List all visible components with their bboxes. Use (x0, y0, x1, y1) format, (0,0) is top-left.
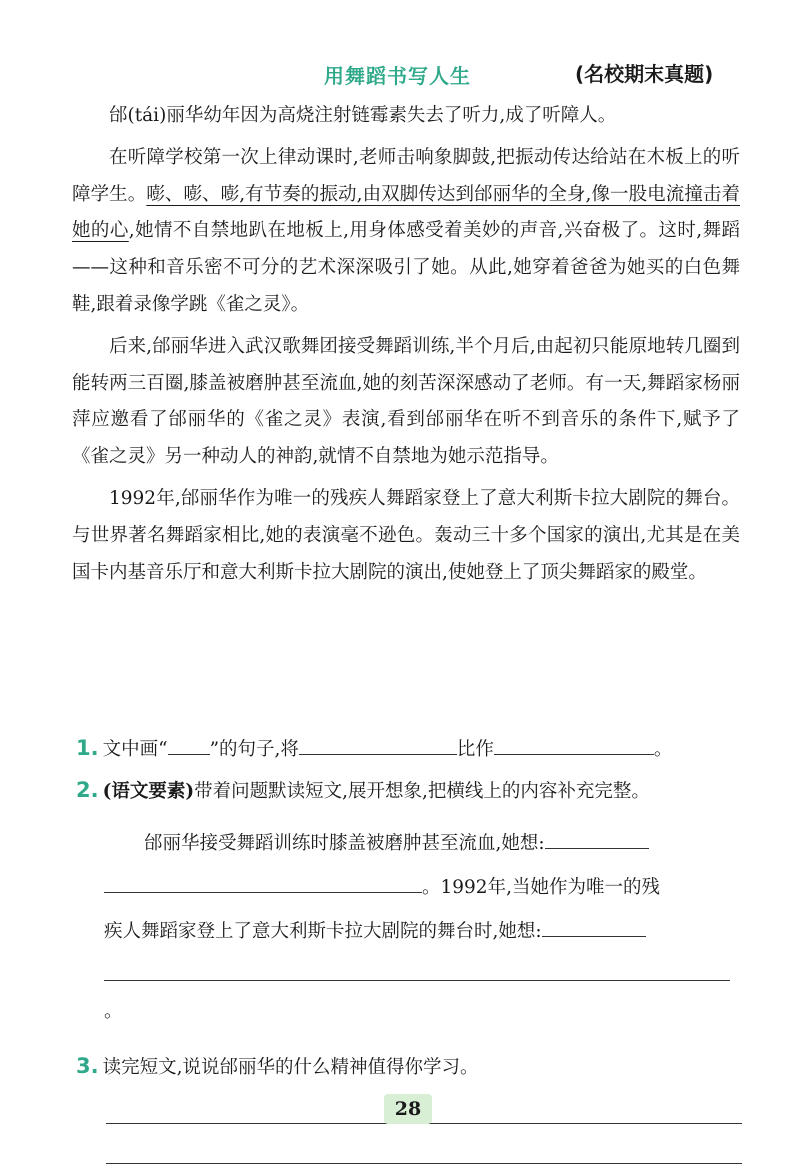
question-1-blank-c[interactable] (494, 732, 654, 755)
question-1-text-b: ”的句子,将 (209, 739, 299, 760)
question-1 (76, 730, 748, 768)
paragraph-4: 1992年,邰丽华作为唯一的残疾人舞蹈家登上了意大利斯卡拉大剧院的舞台。与世界著名舞蹈家相比,她的表演毫不逊色。轰动三十多个国家的演出,尤其是在美国卡内基音乐厅和意大利斯卡拉大剧院的演出,使她登上了顶尖舞蹈家的殿堂。 (72, 487, 740, 583)
question-2-text: 带着问题默读短文,展开想象,把横线上的内容补充完整。 (194, 781, 650, 802)
question-2-blank-2a[interactable] (542, 914, 646, 937)
paragraph-2 (72, 140, 740, 324)
underlined-sentence: 嘭、嘭、嘭,有节奏的振动,由双脚传达到邰丽华的全身,像一股电流撞击着她的心 (72, 183, 740, 242)
question-2-line-3 (76, 914, 748, 950)
page-number: 28 (384, 1094, 432, 1124)
question-1-text-d: 。 (653, 739, 673, 760)
page-header (0, 56, 800, 96)
question-2-line-1-text: 邰丽华接受舞蹈训练时膝盖被磨肿甚至流血,她想: (144, 833, 545, 854)
paragraph-2-text-b: ,她情不自禁地趴在地板上,用身体感受着美妙的声音,兴奋极了。这时,舞蹈——这种和音乐密不可分的艺术深深吸引了她。从此,她穿着爸爸为她买的白色舞鞋,跟着录像学跳《雀之灵》。 (72, 220, 740, 315)
question-3-number: 3. (76, 1054, 99, 1078)
question-1-blank-b[interactable] (299, 732, 457, 755)
source-tag: (名校期末真题) (575, 62, 714, 86)
question-2-end: 。 (104, 1001, 123, 1022)
question-2-blank-2b[interactable] (104, 958, 730, 981)
question-2-line-1 (76, 826, 748, 862)
page-title: 用舞蹈书写人生 (324, 64, 471, 88)
question-2-tag: (语文要素) (102, 781, 195, 802)
question-2-line-3-text: 疾人舞蹈家登上了意大利斯卡拉大剧院的舞台时,她想: (104, 921, 542, 942)
paragraph-3: 后来,邰丽华进入武汉歌舞团接受舞蹈训练,半个月后,由起初只能原地转几圈到能转两三百圈,膝盖被磨肿甚至流血,她的刻苦深深感动了老师。有一天,舞蹈家杨丽萍应邀看了邰丽华的《雀之灵》表演,看到邰丽华在听不到音乐的条件下,赋予了《雀之灵》另一种动人的神韵,就情不自禁地为她示范指导。 (72, 335, 740, 468)
question-2-line-2-text: 。1992年,当她作为唯一的残 (422, 877, 660, 898)
question-1-text-c: 比作 (456, 739, 494, 760)
question-1-blank-a[interactable] (168, 732, 210, 755)
question-1-text-a: 文中画“ (102, 739, 168, 760)
paragraph-1: 邰(tái)丽华幼年因为高烧注射链霉素失去了听力,成了听障人。 (109, 105, 617, 126)
question-2-line-2 (76, 870, 748, 906)
paragraph-2-text-a: 在听障学校第一次上律动课时,老师击响象脚鼓,把振动传达给站在木板上的听障学生。 (72, 146, 740, 205)
article (72, 98, 740, 591)
question-3-text: 读完短文,说说邰丽华的什么精神值得你学习。 (102, 1057, 479, 1078)
question-2-line-4 (76, 958, 748, 1030)
question-2-blank-1b[interactable] (104, 870, 422, 893)
question-2-blank-1a[interactable] (545, 826, 649, 849)
question-1-number: 1. (76, 736, 99, 760)
question-2-number: 2. (76, 778, 99, 802)
question-3 (76, 1048, 748, 1086)
question-2 (76, 772, 748, 810)
